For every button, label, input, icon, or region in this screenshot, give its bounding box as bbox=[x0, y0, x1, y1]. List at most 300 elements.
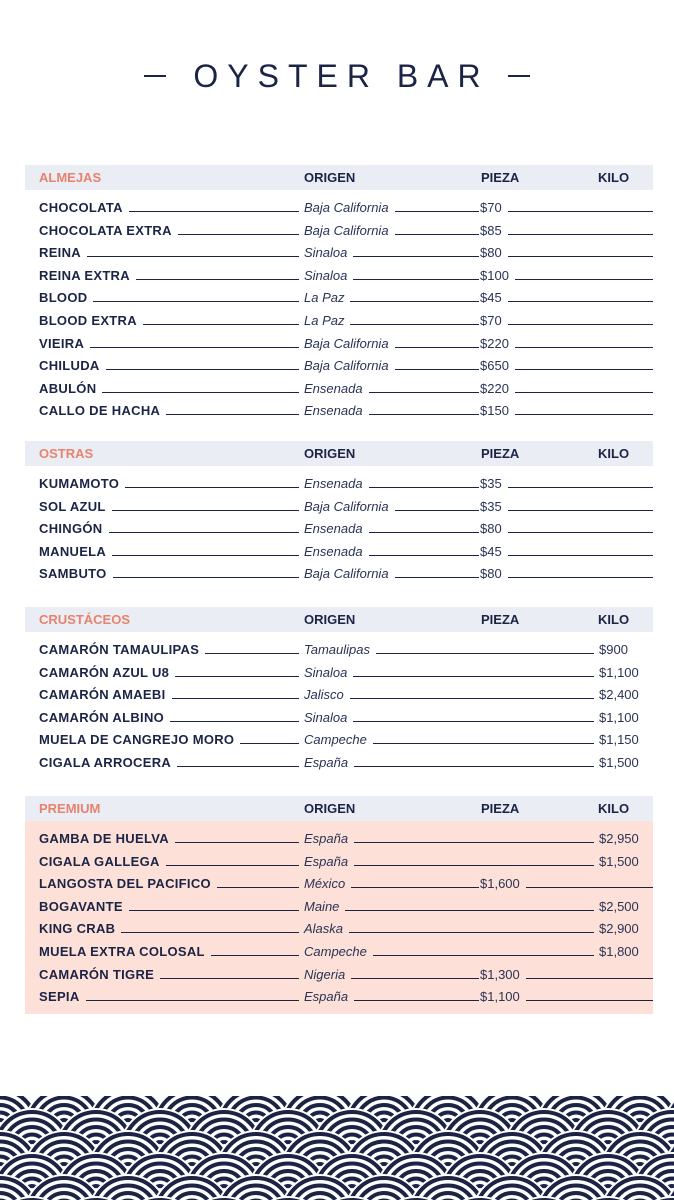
pieza-header: PIEZA bbox=[481, 612, 520, 627]
item-origen-cell bbox=[304, 313, 479, 328]
item-origen: La Paz bbox=[304, 290, 345, 306]
item-pieza-price: $80 bbox=[480, 566, 502, 582]
menu-item-row bbox=[25, 265, 653, 288]
item-kilo-price: $2,950 bbox=[599, 831, 639, 846]
item-pieza-price: $45 bbox=[480, 543, 502, 559]
menu-item-row bbox=[25, 941, 653, 964]
item-name: CIGALA GALLEGA bbox=[39, 853, 160, 869]
leader-line bbox=[112, 555, 299, 556]
item-pieza-cell bbox=[480, 476, 653, 491]
rows bbox=[25, 466, 653, 591]
leader-line bbox=[508, 211, 653, 212]
item-name-cell bbox=[39, 268, 299, 283]
section-crustáceos bbox=[25, 607, 653, 780]
item-name: CALLO DE HACHA bbox=[39, 403, 161, 419]
leader-line bbox=[526, 887, 653, 888]
item-name: KUMAMOTO bbox=[39, 476, 120, 491]
leader-line bbox=[353, 256, 479, 257]
item-name-cell bbox=[39, 521, 299, 536]
item-name-cell bbox=[39, 403, 299, 418]
item-origen-cell bbox=[304, 687, 594, 702]
menu-item-row bbox=[25, 287, 653, 310]
item-origen: España bbox=[304, 831, 349, 846]
item-origen-cell bbox=[304, 967, 479, 982]
item-kilo-price: $1,500 bbox=[599, 754, 639, 770]
leader-line bbox=[515, 392, 653, 393]
rows bbox=[25, 190, 653, 428]
item-pieza-cell bbox=[480, 336, 653, 351]
item-origen: Campeche bbox=[304, 943, 367, 959]
item-name: SAMBUTO bbox=[39, 566, 107, 582]
item-name-cell bbox=[39, 566, 299, 581]
item-pieza-price: $100 bbox=[480, 267, 509, 283]
leader-line bbox=[376, 653, 594, 654]
leader-line bbox=[205, 653, 299, 654]
menu-item-row bbox=[25, 752, 653, 775]
item-name-cell bbox=[39, 642, 299, 657]
menu-item-row bbox=[25, 918, 653, 941]
item-origen: España bbox=[304, 853, 349, 869]
origen-header: ORIGEN bbox=[304, 170, 356, 185]
category-label: PREMIUM bbox=[39, 801, 101, 816]
item-pieza-price: $70 bbox=[480, 312, 502, 328]
item-name: CHOCOLATA EXTRA bbox=[39, 222, 172, 238]
leader-line bbox=[354, 1000, 479, 1001]
menu-item-row bbox=[25, 684, 653, 707]
origen-header: ORIGEN bbox=[304, 446, 356, 461]
item-name-cell bbox=[39, 290, 299, 305]
item-pieza-price: $150 bbox=[480, 403, 509, 419]
item-origen-cell bbox=[304, 521, 479, 536]
leader-line bbox=[369, 414, 479, 415]
item-origen-cell bbox=[304, 899, 594, 914]
leader-line bbox=[526, 978, 653, 979]
item-name: BLOOD EXTRA bbox=[39, 312, 137, 328]
item-origen: Ensenada bbox=[304, 543, 363, 559]
kilo-header: KILO bbox=[598, 612, 630, 627]
item-origen: Sinaloa bbox=[304, 709, 348, 725]
item-origen: Sinaloa bbox=[304, 664, 348, 680]
menu-item-row bbox=[25, 220, 653, 243]
leader-line bbox=[350, 324, 479, 325]
item-origen-cell bbox=[304, 544, 479, 559]
item-name: CAMARÓN ALBINO bbox=[39, 709, 165, 725]
origen-header: ORIGEN bbox=[304, 612, 356, 627]
leader-line bbox=[136, 279, 299, 280]
item-name-cell bbox=[39, 499, 299, 514]
leader-line bbox=[349, 932, 594, 933]
leader-line bbox=[217, 887, 299, 888]
leader-line bbox=[395, 577, 479, 578]
item-name: BOGAVANTE bbox=[39, 898, 123, 914]
item-name-cell bbox=[39, 944, 299, 959]
leader-line bbox=[526, 1000, 653, 1001]
leader-line bbox=[351, 887, 479, 888]
item-origen: España bbox=[304, 754, 349, 770]
item-origen-cell bbox=[304, 854, 594, 869]
item-origen: España bbox=[304, 989, 349, 1005]
section-ostras bbox=[25, 441, 653, 591]
item-origen-cell bbox=[304, 245, 479, 260]
item-name: LANGOSTA DEL PACIFICO bbox=[39, 876, 211, 892]
item-pieza-cell bbox=[480, 989, 653, 1004]
menu-item-row bbox=[25, 851, 653, 874]
kilo-header: KILO bbox=[598, 801, 630, 816]
item-pieza-cell bbox=[480, 290, 653, 305]
leader-line bbox=[369, 555, 479, 556]
leader-line bbox=[353, 279, 479, 280]
item-name-cell bbox=[39, 755, 299, 770]
leader-line bbox=[109, 532, 300, 533]
leader-line bbox=[369, 487, 479, 488]
leader-line bbox=[87, 256, 299, 257]
menu-item-row bbox=[25, 729, 653, 752]
leader-line bbox=[395, 211, 479, 212]
menu-item-row bbox=[25, 662, 653, 685]
item-kilo-price: $1,150 bbox=[599, 732, 639, 748]
item-name-cell bbox=[39, 989, 299, 1004]
item-origen-cell bbox=[304, 642, 594, 657]
menu-item-row bbox=[25, 563, 653, 586]
leader-line bbox=[112, 510, 299, 511]
kilo-header: KILO bbox=[598, 170, 630, 185]
pieza-header: PIEZA bbox=[481, 446, 520, 461]
item-name-cell bbox=[39, 200, 299, 215]
pieza-header: PIEZA bbox=[481, 170, 520, 185]
leader-line bbox=[395, 510, 479, 511]
item-pieza-cell bbox=[480, 245, 653, 260]
item-kilo-price: $1,100 bbox=[599, 709, 639, 725]
item-name-cell bbox=[39, 223, 299, 238]
item-pieza-cell bbox=[480, 223, 653, 238]
item-origen-cell bbox=[304, 921, 594, 936]
item-kilo-price: $900 bbox=[599, 642, 628, 657]
item-origen: Ensenada bbox=[304, 403, 363, 419]
item-pieza-price: $85 bbox=[480, 222, 502, 238]
leader-line bbox=[508, 555, 653, 556]
leader-line bbox=[121, 932, 299, 933]
leader-line bbox=[508, 532, 653, 533]
leader-line bbox=[508, 324, 653, 325]
item-origen: Maine bbox=[304, 898, 340, 914]
leader-line bbox=[354, 766, 594, 767]
section-header bbox=[25, 441, 653, 466]
leader-line bbox=[240, 743, 299, 744]
item-name: REINA bbox=[39, 245, 81, 261]
item-origen-cell bbox=[304, 268, 479, 283]
origen-header: ORIGEN bbox=[304, 801, 356, 816]
item-pieza-price: $220 bbox=[480, 380, 509, 396]
item-kilo-price: $1,100 bbox=[599, 664, 639, 680]
item-origen-cell bbox=[304, 710, 594, 725]
item-origen: Baja California bbox=[304, 335, 389, 351]
item-origen: Baja California bbox=[304, 358, 389, 374]
item-pieza-cell bbox=[480, 381, 653, 396]
item-origen-cell bbox=[304, 665, 594, 680]
item-pieza-cell bbox=[480, 358, 653, 373]
item-origen: Sinaloa bbox=[304, 267, 348, 283]
item-origen-cell bbox=[304, 200, 479, 215]
leader-line bbox=[395, 369, 479, 370]
leader-line bbox=[129, 910, 299, 911]
wave-pattern bbox=[0, 1096, 674, 1200]
item-pieza-price: $220 bbox=[480, 335, 509, 351]
leader-line bbox=[125, 487, 299, 488]
leader-line bbox=[177, 766, 299, 767]
item-name: CHOCOLATA bbox=[39, 200, 123, 215]
menu-title bbox=[0, 56, 674, 96]
item-origen-cell bbox=[304, 403, 479, 418]
leader-line bbox=[106, 369, 299, 370]
item-origen: Sinaloa bbox=[304, 245, 348, 261]
menu-item-row bbox=[25, 473, 653, 496]
category-label: OSTRAS bbox=[39, 446, 94, 461]
leader-line bbox=[93, 301, 299, 302]
leader-line bbox=[515, 369, 653, 370]
menu-item-row bbox=[25, 400, 653, 423]
item-pieza-cell bbox=[480, 521, 653, 536]
menu-item-row bbox=[25, 355, 653, 378]
item-origen-cell bbox=[304, 944, 594, 959]
item-pieza-cell bbox=[480, 967, 653, 982]
menu-item-row bbox=[25, 986, 653, 1009]
section-header bbox=[25, 796, 653, 821]
leader-line bbox=[373, 955, 594, 956]
leader-line bbox=[353, 676, 594, 677]
item-kilo-price: $2,900 bbox=[599, 921, 639, 937]
menu-item-row bbox=[25, 639, 653, 662]
item-origen: México bbox=[304, 876, 346, 892]
item-name-cell bbox=[39, 876, 299, 891]
item-origen-cell bbox=[304, 876, 479, 891]
item-name-cell bbox=[39, 544, 299, 559]
item-origen-cell bbox=[304, 476, 479, 491]
item-pieza-cell bbox=[480, 268, 653, 283]
item-pieza-cell bbox=[480, 876, 653, 891]
leader-line bbox=[354, 842, 594, 843]
leader-line bbox=[353, 721, 594, 722]
item-origen-cell bbox=[304, 499, 479, 514]
menu-item-row bbox=[25, 541, 653, 564]
leader-line bbox=[175, 676, 299, 677]
item-origen-cell bbox=[304, 831, 594, 846]
item-name: CAMARÓN TAMAULIPAS bbox=[39, 642, 200, 657]
rows bbox=[25, 632, 653, 780]
item-origen: Alaska bbox=[304, 921, 344, 937]
menu-item-row bbox=[25, 496, 653, 519]
item-name: MUELA DE CANGREJO MORO bbox=[39, 732, 235, 748]
item-name-cell bbox=[39, 245, 299, 260]
item-name: GAMBA DE HUELVA bbox=[39, 831, 169, 846]
leader-line bbox=[113, 577, 299, 578]
item-name-cell bbox=[39, 967, 299, 982]
menu-item-row bbox=[25, 518, 653, 541]
item-origen: Jalisco bbox=[304, 687, 344, 703]
item-pieza-cell bbox=[480, 544, 653, 559]
item-name-cell bbox=[39, 665, 299, 680]
item-origen: Baja California bbox=[304, 222, 389, 238]
leader-line bbox=[515, 279, 653, 280]
item-name: SEPIA bbox=[39, 989, 80, 1005]
item-name-cell bbox=[39, 854, 299, 869]
leader-line bbox=[90, 347, 299, 348]
leader-line bbox=[351, 978, 479, 979]
item-kilo-price: $1,500 bbox=[599, 853, 639, 869]
category-label: CRUSTÁCEOS bbox=[39, 612, 131, 627]
section-header bbox=[25, 607, 653, 632]
leader-line bbox=[166, 865, 299, 866]
item-pieza-price: $80 bbox=[480, 521, 502, 537]
item-name-cell bbox=[39, 921, 299, 936]
pieza-header: PIEZA bbox=[481, 801, 520, 816]
item-name-cell bbox=[39, 687, 299, 702]
item-origen: La Paz bbox=[304, 312, 345, 328]
section-premium bbox=[25, 796, 653, 1014]
title-dash-left bbox=[144, 75, 166, 77]
leader-line bbox=[143, 324, 299, 325]
item-name-cell bbox=[39, 732, 299, 747]
leader-line bbox=[350, 698, 594, 699]
item-origen: Ensenada bbox=[304, 380, 363, 396]
leader-line bbox=[373, 743, 594, 744]
item-name: ABULÓN bbox=[39, 380, 97, 396]
item-name: MANUELA bbox=[39, 543, 107, 559]
section-header bbox=[25, 165, 653, 190]
leader-line bbox=[395, 347, 479, 348]
item-name-cell bbox=[39, 313, 299, 328]
leader-line bbox=[508, 256, 653, 257]
item-origen-cell bbox=[304, 989, 479, 1004]
item-origen-cell bbox=[304, 358, 479, 373]
menu-item-row bbox=[25, 896, 653, 919]
item-kilo-price: $2,500 bbox=[599, 898, 639, 914]
leader-line bbox=[172, 698, 300, 699]
leader-line bbox=[178, 234, 299, 235]
item-origen: Ensenada bbox=[304, 476, 363, 491]
item-pieza-price: $35 bbox=[480, 476, 502, 491]
item-name: CAMARÓN AMAEBI bbox=[39, 687, 166, 703]
item-pieza-cell bbox=[480, 499, 653, 514]
leader-line bbox=[170, 721, 299, 722]
leader-line bbox=[508, 487, 653, 488]
item-pieza-cell bbox=[480, 313, 653, 328]
item-origen-cell bbox=[304, 732, 594, 747]
leader-line bbox=[515, 414, 653, 415]
item-origen-cell bbox=[304, 290, 479, 305]
item-origen: Baja California bbox=[304, 566, 389, 582]
item-name: CIGALA ARROCERA bbox=[39, 754, 172, 770]
item-name: SOL AZUL bbox=[39, 498, 106, 514]
item-pieza-cell bbox=[480, 403, 653, 418]
item-pieza-price: $1,300 bbox=[480, 966, 520, 982]
item-origen-cell bbox=[304, 566, 479, 581]
item-name-cell bbox=[39, 336, 299, 351]
menu-item-row bbox=[25, 310, 653, 333]
leader-line bbox=[350, 301, 479, 302]
item-origen-cell bbox=[304, 223, 479, 238]
item-name: BLOOD bbox=[39, 290, 88, 306]
leader-line bbox=[166, 414, 299, 415]
leader-line bbox=[508, 234, 653, 235]
leader-line bbox=[515, 347, 653, 348]
item-pieza-price: $80 bbox=[480, 245, 502, 261]
menu-item-row bbox=[25, 873, 653, 896]
rows bbox=[25, 821, 653, 1014]
item-name: REINA EXTRA bbox=[39, 267, 130, 283]
menu-item-row bbox=[25, 378, 653, 401]
leader-line bbox=[508, 577, 653, 578]
item-kilo-price: $2,400 bbox=[599, 687, 639, 703]
item-name-cell bbox=[39, 831, 299, 846]
item-name-cell bbox=[39, 381, 299, 396]
item-origen: Baja California bbox=[304, 498, 389, 514]
menu-item-row bbox=[25, 333, 653, 356]
item-name: KING CRAB bbox=[39, 921, 116, 937]
item-origen-cell bbox=[304, 755, 594, 770]
item-origen: Nigeria bbox=[304, 966, 346, 982]
menu-item-row bbox=[25, 964, 653, 987]
category-label: ALMEJAS bbox=[39, 170, 102, 185]
item-pieza-cell bbox=[480, 566, 653, 581]
leader-line bbox=[395, 234, 479, 235]
item-name: CAMARÓN TIGRE bbox=[39, 966, 155, 982]
leader-line bbox=[211, 955, 299, 956]
leader-line bbox=[160, 978, 299, 979]
item-pieza-cell bbox=[480, 200, 653, 215]
menu-item-row bbox=[25, 197, 653, 220]
item-name-cell bbox=[39, 710, 299, 725]
item-origen-cell bbox=[304, 336, 479, 351]
item-origen: Baja California bbox=[304, 200, 389, 215]
item-name-cell bbox=[39, 358, 299, 373]
title-text: OYSTER BAR bbox=[193, 57, 490, 94]
leader-line bbox=[345, 910, 594, 911]
leader-line bbox=[129, 211, 299, 212]
item-kilo-price: $1,800 bbox=[599, 943, 639, 959]
leader-line bbox=[508, 301, 653, 302]
item-pieza-price: $650 bbox=[480, 358, 509, 374]
leader-line bbox=[354, 865, 594, 866]
item-pieza-price: $1,600 bbox=[480, 876, 520, 892]
leader-line bbox=[86, 1000, 299, 1001]
title-dash-right bbox=[508, 75, 530, 77]
item-name: CHINGÓN bbox=[39, 521, 103, 537]
item-pieza-price: $45 bbox=[480, 290, 502, 306]
item-origen: Campeche bbox=[304, 732, 367, 748]
leader-line bbox=[369, 532, 479, 533]
menu-item-row bbox=[25, 707, 653, 730]
leader-line bbox=[508, 510, 653, 511]
menu-item-row bbox=[25, 828, 653, 851]
item-name: MUELA EXTRA COLOSAL bbox=[39, 943, 205, 959]
leader-line bbox=[102, 392, 299, 393]
item-name-cell bbox=[39, 899, 299, 914]
item-name: VIEIRA bbox=[39, 335, 85, 351]
menu-item-row bbox=[25, 242, 653, 265]
item-name: CHILUDA bbox=[39, 358, 100, 374]
item-origen-cell bbox=[304, 381, 479, 396]
leader-line bbox=[369, 392, 479, 393]
item-origen: Tamaulipas bbox=[304, 642, 371, 657]
item-name-cell bbox=[39, 476, 299, 491]
leader-line bbox=[175, 842, 299, 843]
item-pieza-price: $1,100 bbox=[480, 989, 520, 1005]
item-pieza-price: $70 bbox=[480, 200, 502, 215]
item-pieza-price: $35 bbox=[480, 498, 502, 514]
item-name: CAMARÓN AZUL U8 bbox=[39, 664, 170, 680]
item-origen: Ensenada bbox=[304, 521, 363, 537]
kilo-header: KILO bbox=[598, 446, 630, 461]
